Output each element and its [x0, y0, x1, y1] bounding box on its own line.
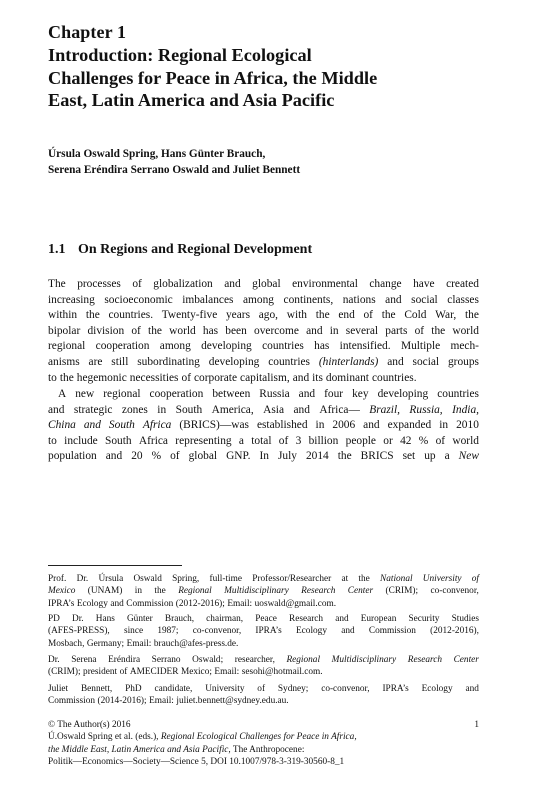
- word: full-time: [209, 574, 242, 584]
- word: University: [422, 574, 462, 584]
- word: and: [335, 614, 349, 624]
- word: 2006: [332, 419, 356, 432]
- word: Peace: [255, 614, 277, 624]
- word: of: [414, 324, 425, 337]
- word: Spring,: [172, 574, 200, 584]
- word: Center: [347, 586, 374, 597]
- footnote-line: [48, 585, 479, 597]
- word: Commission: [368, 626, 416, 637]
- word: world: [452, 324, 479, 337]
- word: of: [257, 684, 266, 694]
- word: countries.: [371, 371, 417, 384]
- chapter-title-line: Challenges for Peace in Africa, the Middle: [48, 67, 378, 88]
- word: since: [123, 626, 144, 637]
- word: regional: [103, 388, 141, 400]
- word: and: [105, 450, 123, 463]
- word: IPRA’s: [255, 626, 282, 637]
- text-line: [48, 434, 479, 450]
- word: and: [298, 388, 316, 400]
- word: Brauch,: [164, 614, 195, 624]
- word: India,: [452, 403, 479, 416]
- text-line: [48, 355, 479, 371]
- footnote-line: [48, 613, 479, 625]
- word: Prof.: [48, 574, 67, 584]
- word: IPRA’s: [382, 684, 409, 694]
- word: cooperation: [95, 340, 150, 353]
- word: subordinating: [137, 355, 200, 368]
- text-line: [48, 449, 479, 465]
- word: and: [110, 598, 124, 609]
- word: globalization: [153, 278, 213, 290]
- word: Commission: [48, 696, 96, 707]
- word: brauch@afes-press.de.: [153, 638, 239, 649]
- word: Dr.: [72, 614, 84, 624]
- word: co-convenor,: [192, 626, 242, 637]
- word: the: [85, 309, 100, 322]
- footnote-line: [48, 638, 479, 650]
- word: among: [242, 293, 274, 306]
- word: and: [306, 324, 323, 337]
- word: Research: [301, 586, 336, 597]
- word: the: [315, 309, 330, 322]
- word: the: [337, 450, 352, 463]
- word: zones: [121, 403, 148, 416]
- word: Serrano: [151, 655, 181, 665]
- word: groups: [447, 355, 479, 368]
- word: Oswald: [133, 574, 162, 584]
- word: Email:: [227, 598, 253, 609]
- word: of: [435, 434, 446, 447]
- word: Twenty-five: [161, 309, 218, 322]
- body-paragraph: [48, 387, 479, 465]
- word: War,: [435, 309, 457, 322]
- chapter-title-line: East, Latin America and Asia Pacific: [48, 90, 335, 110]
- word: Oswald;: [192, 655, 224, 665]
- word: Russia: [259, 388, 290, 400]
- word: set: [402, 450, 416, 463]
- word: years: [225, 309, 251, 322]
- word: Bennett,: [80, 684, 113, 694]
- word: several: [345, 324, 379, 337]
- word: Studies: [451, 614, 479, 624]
- word: corporate: [194, 371, 238, 384]
- word: PhD: [125, 684, 142, 694]
- word: Hans: [95, 614, 115, 624]
- word: bipolar: [48, 324, 81, 337]
- word: anisms: [48, 355, 80, 368]
- word: socioeconomic: [104, 293, 173, 306]
- word: Mosbach,: [48, 638, 85, 649]
- word: nations: [342, 293, 376, 306]
- word: developing: [208, 355, 260, 368]
- word: billion: [308, 434, 339, 447]
- word: in: [134, 586, 143, 597]
- word: and: [292, 371, 310, 384]
- word: Africa—: [319, 403, 360, 416]
- word: president: [83, 667, 118, 678]
- word: A: [58, 388, 67, 400]
- word: increasing: [48, 293, 95, 306]
- chapter-title: [48, 44, 488, 112]
- word: four: [324, 388, 344, 400]
- word: (hinterlands): [318, 355, 379, 368]
- word: up: [424, 450, 436, 463]
- word: Asia: [263, 403, 285, 416]
- word: and: [224, 278, 241, 290]
- word: China: [48, 419, 76, 432]
- word: in: [315, 419, 325, 432]
- word: %: [151, 450, 162, 463]
- footnote-line: [48, 683, 479, 695]
- word: countries: [268, 355, 310, 368]
- word: Russia,: [409, 403, 443, 416]
- word: (AFES-PRESS),: [48, 626, 110, 637]
- word: Brazil,: [369, 403, 400, 416]
- word: change: [369, 278, 402, 290]
- word: and: [363, 419, 380, 432]
- word: the: [154, 586, 166, 597]
- word: 20: [131, 450, 143, 463]
- word: and: [387, 355, 404, 368]
- word: overcome: [254, 324, 299, 337]
- word: the: [431, 324, 446, 337]
- word: have: [413, 278, 435, 290]
- word: developing: [377, 388, 429, 400]
- chapter-title-line: Introduction: Regional Ecological: [48, 45, 312, 65]
- word: total: [251, 434, 272, 447]
- citation-line: Ú.Oswald Spring et al. (eds.), Regional Ecological Challenges for Peace in Africa,: [48, 732, 357, 743]
- word: intensified.: [339, 340, 391, 353]
- word: National: [380, 574, 413, 584]
- word: social: [412, 355, 440, 368]
- word: ago,: [258, 309, 279, 322]
- text-line: [48, 277, 479, 293]
- word: a: [238, 434, 244, 447]
- footnote-line: [48, 654, 479, 666]
- word: Sydney;: [277, 684, 309, 694]
- word: and: [341, 626, 355, 637]
- word: juliet.bennett@sydney.edu.au.: [176, 696, 289, 707]
- word: Email:: [214, 667, 240, 678]
- word: Research: [289, 614, 324, 624]
- word: of: [471, 574, 479, 584]
- word: of: [119, 667, 128, 678]
- word: 1987;: [157, 626, 179, 637]
- word: (2012-2016),: [430, 626, 479, 637]
- word: Ecology: [296, 626, 327, 637]
- word: world: [169, 324, 196, 337]
- word: Multidisciplinary: [224, 586, 289, 597]
- word: necessities: [129, 371, 179, 384]
- word: key: [352, 388, 369, 400]
- author-list: [48, 146, 300, 178]
- word: Úrsula: [98, 574, 124, 584]
- word: of: [278, 434, 289, 447]
- word: and: [465, 684, 479, 694]
- author-line: Úrsula Oswald Spring, Hans Günter Brauch,: [48, 148, 266, 160]
- text-line: [48, 293, 479, 309]
- word: countries.: [108, 309, 154, 322]
- word: mech-: [450, 340, 479, 353]
- word: 3: [295, 434, 302, 447]
- text-line: [48, 324, 479, 340]
- chapter-label: Chapter 1: [48, 22, 127, 42]
- word: PD: [48, 614, 60, 624]
- word: Africa: [142, 419, 172, 432]
- word: of: [181, 371, 191, 384]
- word: (CRIM);: [48, 667, 81, 678]
- word: Regional: [178, 586, 212, 597]
- word: 42: [400, 434, 412, 447]
- word: 2014: [305, 450, 329, 463]
- word: representing: [175, 434, 232, 447]
- word: processes: [77, 278, 121, 290]
- text-line: [48, 371, 479, 387]
- word: the: [381, 309, 396, 322]
- footnote-line: [48, 625, 479, 637]
- word: continents,: [283, 293, 334, 306]
- word: a: [444, 450, 450, 463]
- word: Multidisciplinary: [331, 655, 397, 665]
- word: of: [131, 324, 141, 337]
- word: new: [75, 388, 95, 400]
- word: South: [175, 403, 203, 416]
- word: July: [277, 450, 297, 463]
- copyright-block: [48, 719, 479, 768]
- word: among: [159, 340, 191, 353]
- word: to: [48, 434, 57, 447]
- word: Multiple: [400, 340, 441, 353]
- author-line: Serena Eréndira Serrano Oswald and Juliet Bennett: [48, 164, 301, 176]
- word: Germany;: [86, 638, 125, 649]
- word: Security: [408, 614, 440, 624]
- word: are: [88, 355, 103, 368]
- author-footnote: [48, 654, 479, 679]
- word: or: [383, 434, 393, 447]
- footnote-line: [48, 573, 479, 585]
- word: within: [48, 309, 78, 322]
- word: established: [256, 419, 308, 432]
- word: Mexico: [48, 586, 76, 597]
- word: America,: [211, 403, 254, 416]
- word: GNP.: [226, 450, 251, 463]
- word: in: [439, 419, 449, 432]
- word: countries: [437, 388, 479, 400]
- footnote-line: [48, 695, 479, 707]
- word: researcher,: [234, 655, 275, 665]
- word: the: [358, 574, 370, 584]
- word: Ecology: [76, 598, 108, 609]
- word: strategic: [73, 403, 113, 416]
- word: (2014-2016);: [97, 696, 147, 707]
- word: end: [338, 309, 355, 322]
- word: (UNAM): [87, 586, 123, 597]
- word: to: [48, 371, 57, 384]
- word: (2012-2016);: [175, 598, 225, 609]
- word: Africa: [138, 434, 168, 447]
- word: BRICS: [360, 450, 394, 463]
- word: Cold: [404, 309, 427, 322]
- word: global: [188, 450, 218, 463]
- word: cooperation: [149, 388, 204, 400]
- word: co-convenor,: [321, 684, 370, 694]
- word: Ecology: [421, 684, 453, 694]
- word: at: [341, 574, 349, 584]
- word: division: [87, 324, 125, 337]
- word: Research: [407, 655, 443, 665]
- word: expanded: [387, 419, 432, 432]
- word: the: [464, 309, 479, 322]
- word: the: [59, 371, 74, 384]
- word: with: [286, 309, 307, 322]
- word: Regional: [286, 655, 321, 665]
- word: of: [132, 278, 142, 290]
- word: created: [446, 278, 479, 290]
- section-number: 1.1: [48, 242, 66, 257]
- author-footnote: [48, 613, 479, 650]
- word: (CRIM);: [385, 586, 419, 597]
- word: and: [293, 403, 310, 416]
- word: sesohi@hotmail.com.: [241, 667, 323, 678]
- word: Mexico;: [180, 667, 212, 678]
- word: environmental: [292, 278, 358, 290]
- word: The: [48, 278, 66, 290]
- word: Juliet: [48, 684, 69, 694]
- text-line: [48, 403, 479, 419]
- word: include: [64, 434, 98, 447]
- text-line: [48, 418, 479, 434]
- word: has: [314, 340, 330, 353]
- section-title: On Regions and Regional Development: [78, 242, 313, 257]
- word: %: [418, 434, 429, 447]
- word: world: [452, 434, 479, 447]
- word: people: [345, 434, 376, 447]
- word: and: [48, 403, 65, 416]
- word: and: [385, 293, 402, 306]
- word: Dr.: [76, 574, 89, 584]
- word: 2010: [456, 419, 479, 432]
- word: European: [360, 614, 397, 624]
- footnote-line: [48, 666, 479, 678]
- word: regional: [48, 340, 86, 353]
- word: Commission: [126, 598, 174, 609]
- word: Dr.: [48, 655, 60, 665]
- section-heading: [48, 242, 312, 258]
- word: Eréndira: [108, 655, 141, 665]
- text-line: [48, 308, 479, 324]
- word: South: [105, 434, 132, 447]
- word: (BRICS)—was: [179, 419, 249, 432]
- word: in: [329, 324, 339, 337]
- word: of: [363, 309, 373, 322]
- word: still: [111, 355, 129, 368]
- word: of: [170, 450, 180, 463]
- word: imbalances: [182, 293, 234, 306]
- word: Professor/Researcher: [252, 574, 332, 584]
- footnote-line: [48, 598, 479, 610]
- word: IPRA’s: [48, 598, 75, 609]
- text-line: [48, 339, 479, 355]
- word: capitalism,: [240, 371, 290, 384]
- body-paragraph: [48, 277, 479, 386]
- word: developing: [201, 340, 252, 353]
- word: global: [252, 278, 281, 290]
- word: Günter: [126, 614, 153, 624]
- word: Email:: [149, 696, 174, 707]
- word: AMECIDER: [129, 667, 179, 678]
- word: between: [212, 388, 251, 400]
- citation-line: Politik—Economics—Society—Science 5, DOI 10.1007/978-3-319-30560-8_1: [48, 756, 345, 767]
- word: and: [83, 419, 101, 432]
- author-footnote: [48, 573, 479, 610]
- citation-line: the Middle East, Latin America and Asia Pacific, The Anthropocene:: [48, 744, 305, 755]
- word: Email:: [126, 638, 152, 649]
- word: social: [411, 293, 438, 306]
- word: in: [157, 403, 167, 416]
- word: chairman,: [206, 614, 244, 624]
- word: uoswald@gmail.com.: [254, 598, 337, 609]
- page-number: 1: [474, 720, 479, 730]
- word: classes: [447, 293, 479, 306]
- word: New: [458, 450, 479, 463]
- text-line: [48, 387, 479, 403]
- word: the: [148, 324, 162, 337]
- word: hegemonic: [76, 371, 127, 384]
- word: Center: [453, 655, 479, 665]
- word: Serena: [71, 655, 97, 665]
- footnote-divider: [48, 565, 182, 566]
- word: South: [108, 419, 135, 432]
- word: has: [202, 324, 219, 337]
- word: countries: [262, 340, 304, 353]
- word: been: [225, 324, 247, 337]
- word: population: [48, 450, 97, 463]
- word: its: [312, 371, 323, 384]
- word: candidate,: [154, 684, 193, 694]
- word: parts: [385, 324, 408, 337]
- word: dominant: [325, 371, 369, 384]
- word: University: [205, 684, 245, 694]
- word: In: [259, 450, 269, 463]
- copyright-line: © The Author(s) 2016: [48, 720, 131, 730]
- word: co-convenor,: [430, 586, 479, 597]
- author-footnote: [48, 683, 479, 708]
